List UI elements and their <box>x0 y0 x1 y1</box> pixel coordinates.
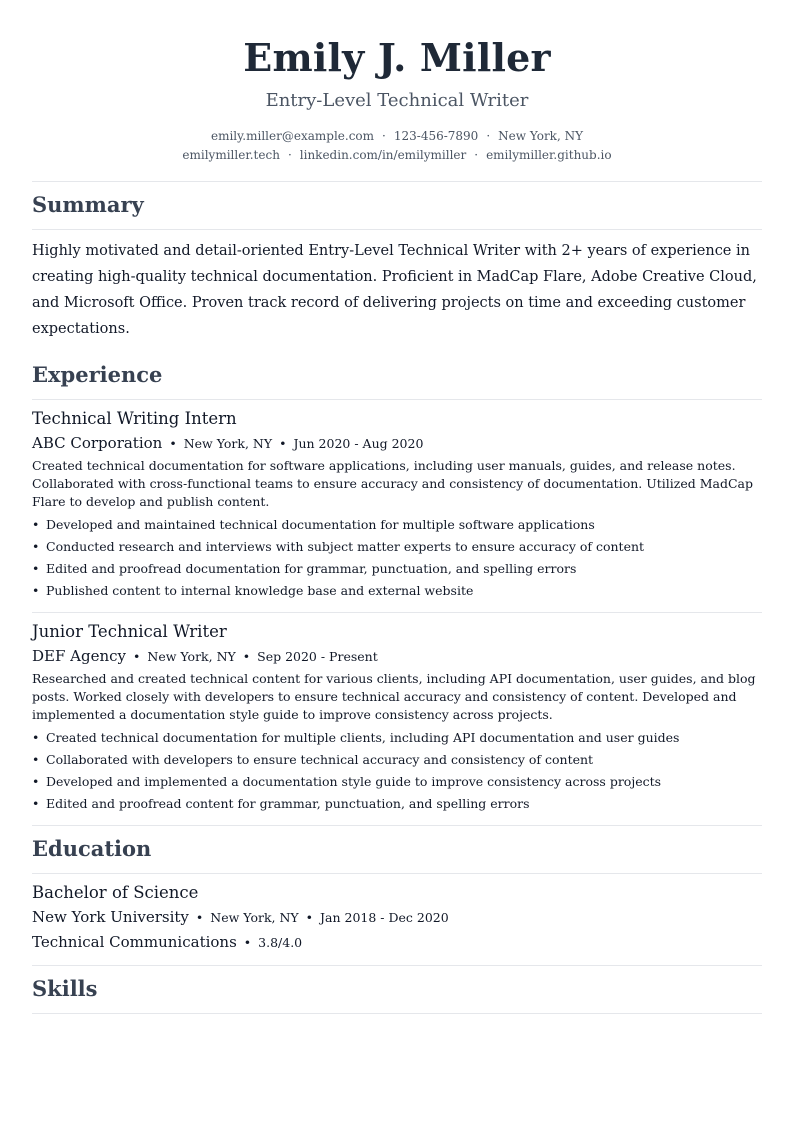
summary-heading: Summary <box>32 192 144 217</box>
bullet-icon: • <box>32 730 40 745</box>
section-divider <box>32 1013 762 1014</box>
summary-text: Highly motivated and detail-oriented Entry-Level Technical Writer with 2+ years of experience in creating high-quality technical documentation. Proficient in MadCap Flare, Adobe Creative Cloud, and Microsoft Office. Proven track record of delivering projects on time and exceeding customer expectations. <box>32 243 757 337</box>
job-location: New York, NY <box>183 436 273 451</box>
section-divider <box>32 399 762 400</box>
gpa: 3.8/4.0 <box>258 935 303 950</box>
field-meta <box>32 932 762 953</box>
section-divider <box>32 612 762 613</box>
job-description: Created technical documentation for software applications, including user manuals, guides, and release notes. Collaborated with cross-functional teams to ensure accuracy and consistency of documentation. Utilized MadCap Flare to develop and publish content. <box>32 458 753 509</box>
school-name: New York University <box>32 908 189 926</box>
experience-heading: Experience <box>32 362 163 387</box>
job-title: Technical Writing Intern <box>32 409 237 428</box>
bullet-icon: • <box>32 561 40 576</box>
bullet-separator: • <box>243 935 252 950</box>
list-item <box>32 727 762 749</box>
candidate-name: Emily J. Miller <box>243 35 551 80</box>
company-name: DEF Agency <box>32 647 126 665</box>
job-meta <box>32 433 762 454</box>
website-link[interactable]: emilymiller.tech <box>182 148 280 162</box>
bullet-icon: • <box>32 774 40 789</box>
school-location: New York, NY <box>210 910 299 925</box>
list-item <box>32 514 762 536</box>
contact-line-2 <box>32 146 762 165</box>
bullet-separator: • <box>242 649 251 664</box>
bullet-icon: • <box>32 752 40 767</box>
resume-page <box>32 0 762 1014</box>
separator: · <box>486 129 491 143</box>
job-bullets <box>32 727 762 815</box>
bullet-text: Developed and implemented a documentation style guide to improve consistency across projects <box>46 774 662 789</box>
bullet-icon: • <box>32 539 40 554</box>
company-name: ABC Corporation <box>32 434 163 452</box>
bullet-icon: • <box>32 517 40 532</box>
skills-heading: Skills <box>32 976 98 1001</box>
list-item <box>32 771 762 793</box>
job-bullets <box>32 514 762 602</box>
job-entry <box>32 408 762 602</box>
separator: · <box>287 148 292 162</box>
bullet-icon: • <box>32 796 40 811</box>
job-description: Researched and created technical content for various clients, including API documentation, user guides, and blog posts. Worked closely with developers to ensure technical accuracy and consistency of content. Developed and implemented a documentation style guide to improve consistency across projects. <box>32 671 756 722</box>
list-item <box>32 558 762 580</box>
list-item <box>32 749 762 771</box>
contact-line-1 <box>32 127 762 146</box>
education-entry <box>32 882 762 953</box>
bullet-text: Collaborated with developers to ensure technical accuracy and consistency of content <box>46 752 594 767</box>
section-divider <box>32 873 762 874</box>
github-link[interactable]: emilymiller.github.io <box>486 148 612 162</box>
bullet-text: Created technical documentation for multiple clients, including API documentation and user guides <box>46 730 680 745</box>
job-title: Junior Technical Writer <box>32 622 227 641</box>
degree: Bachelor of Science <box>32 883 199 902</box>
job-dates: Jun 2020 - Aug 2020 <box>293 436 424 451</box>
email-link[interactable]: emily.miller@example.com <box>210 129 375 143</box>
job-dates: Sep 2020 - Present <box>257 649 378 664</box>
list-item <box>32 580 762 602</box>
separator: · <box>382 129 386 143</box>
linkedin-link[interactable]: linkedin.com/in/emilymiller <box>299 148 467 162</box>
bullet-text: Conducted research and interviews with subject matter experts to ensure accuracy of content <box>46 539 645 554</box>
location: New York, NY <box>498 129 584 143</box>
bullet-text: Published content to internal knowledge base and external website <box>46 583 474 598</box>
phone-number: 123-456-7890 <box>393 129 479 143</box>
separator: · <box>474 148 479 162</box>
list-item <box>32 793 762 815</box>
bullet-text: Edited and proofread content for grammar, punctuation, and spelling errors <box>46 796 530 811</box>
bullet-text: Developed and maintained technical documentation for multiple software applications <box>46 517 595 532</box>
job-location: New York, NY <box>147 649 236 664</box>
job-entry <box>32 621 762 815</box>
bullet-separator: • <box>169 436 177 451</box>
candidate-role: Entry-Level Technical Writer <box>265 90 529 111</box>
field-of-study: Technical Communications <box>32 933 237 951</box>
education-meta <box>32 907 762 928</box>
bullet-icon: • <box>32 583 40 598</box>
bullet-separator: • <box>279 436 287 451</box>
bullet-separator: • <box>305 910 314 925</box>
bullet-separator: • <box>133 649 141 664</box>
section-divider <box>32 229 762 230</box>
education-dates: Jan 2018 - Dec 2020 <box>320 910 449 925</box>
list-item <box>32 536 762 558</box>
education-heading: Education <box>32 836 152 861</box>
bullet-text: Edited and proofread documentation for grammar, punctuation, and spelling errors <box>46 561 577 576</box>
job-meta <box>32 646 762 667</box>
bullet-separator: • <box>195 910 204 925</box>
